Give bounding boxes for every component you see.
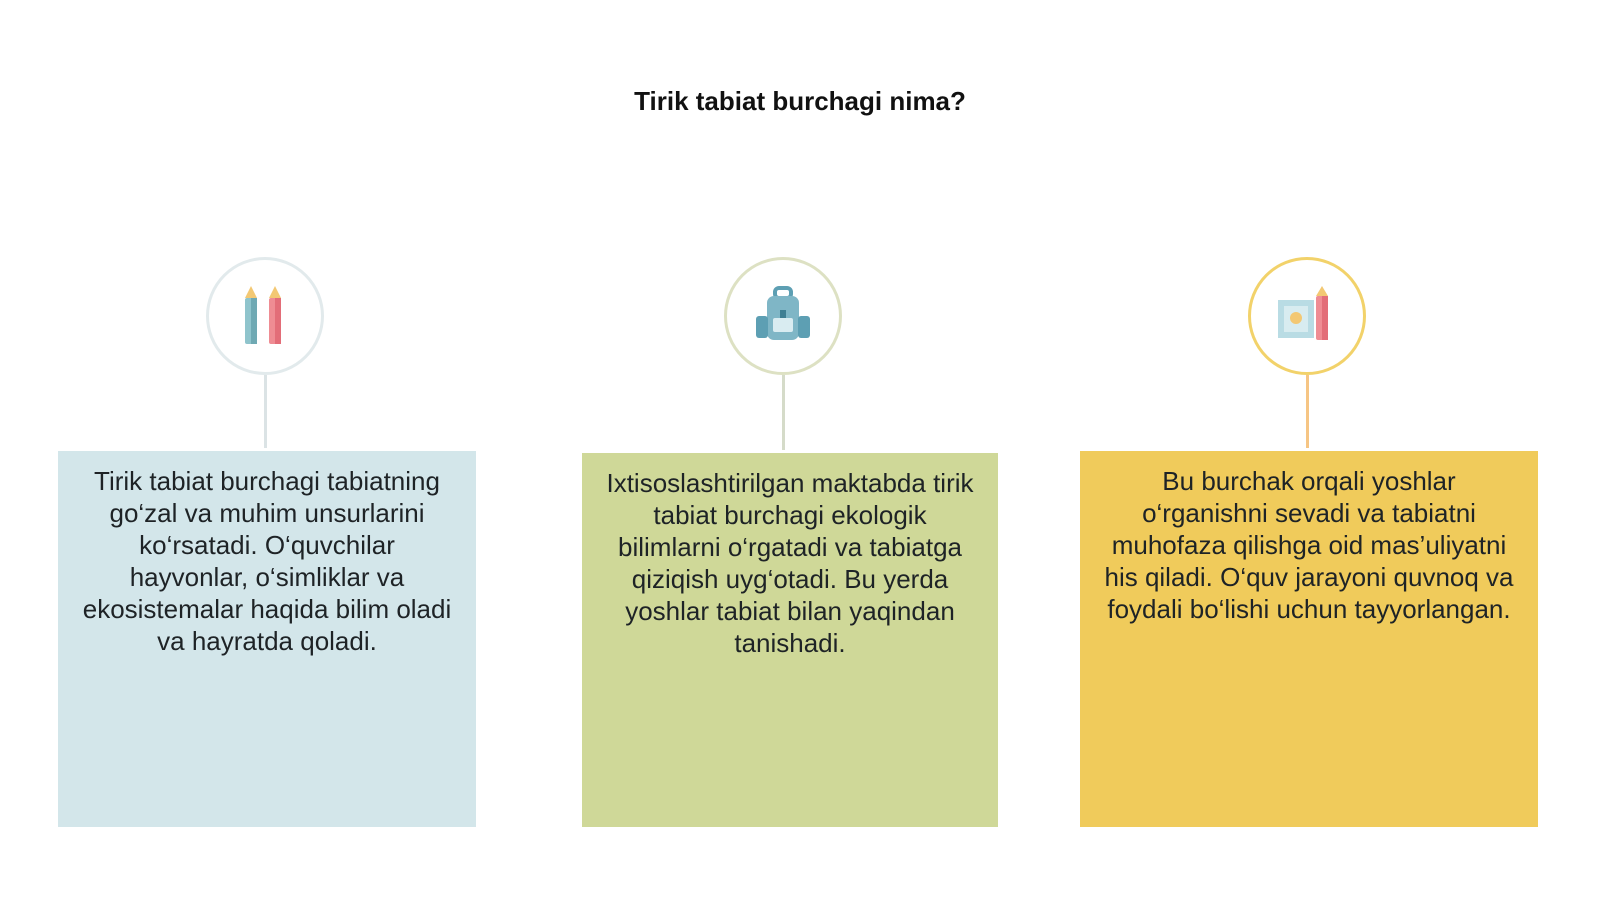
drawing-pencil-icon: [1276, 286, 1338, 346]
pencils-icon: [237, 284, 293, 348]
connector-line-3: [1306, 375, 1309, 448]
connector-line-2: [782, 375, 785, 450]
icon-circle-1: [206, 257, 324, 375]
info-card-3: [1080, 451, 1538, 827]
connector-line-1: [264, 375, 267, 448]
icon-circle-3: [1248, 257, 1366, 375]
card-text-3: Bu burchak orqali yoshlar o‘rganishni sevadi va tabiatni muhofaza qilishga oid mas’uliyatni his qiladi. O‘quv jarayoni quvnoq va foydali bo‘lishi uchun tayyorlangan.: [1104, 466, 1514, 624]
info-card-1: [58, 451, 476, 827]
info-card-2: [582, 453, 998, 827]
card-text-2: Ixtisoslashtirilgan maktabda tirik tabiat burchagi ekologik bilimlarni o‘rgatadi va tabiatga qiziqish uyg‘otadi. Bu yerda yoshlar tabiat bilan yaqindan tanishadi.: [606, 468, 974, 658]
backpack-icon: [753, 286, 813, 346]
icon-circle-2: [724, 257, 842, 375]
page-title: Tirik tabiat burchagi nima?: [634, 86, 966, 116]
card-text-1: Tirik tabiat burchagi tabiatning go‘zal va muhim unsurlarini ko‘rsatadi. O‘quvchilar hayvonlar, o‘simliklar va ekosistemalar haqida bilim oladi va hayratda qoladi.: [82, 466, 452, 656]
